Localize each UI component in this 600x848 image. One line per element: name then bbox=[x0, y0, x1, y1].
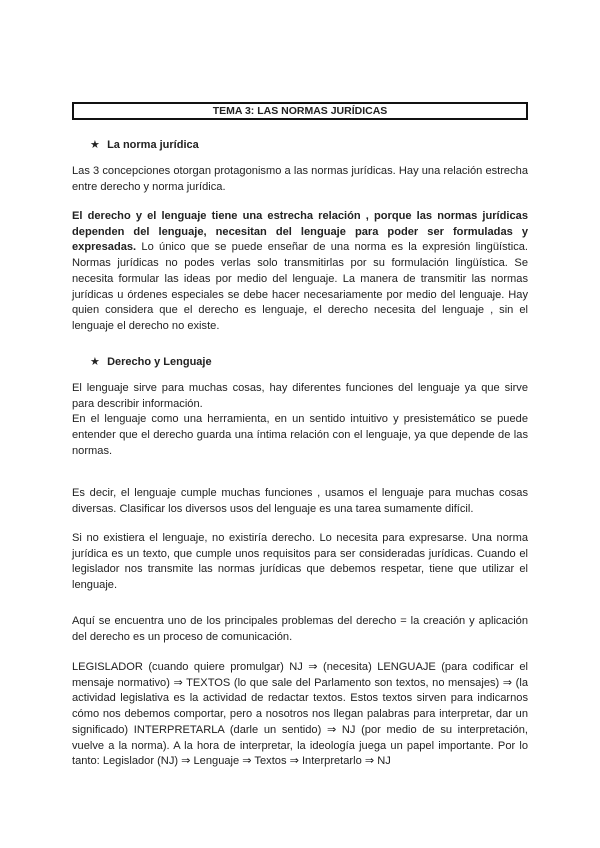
text-line bbox=[72, 240, 528, 256]
text-line: quien considera que el derecho es lenguaje, el derecho necesita del lenguaje , sin el bbox=[72, 304, 528, 317]
text-line: actividad legislativa es la actividad de redactar textos. Estos textos sirven para indicarnos bbox=[72, 692, 528, 705]
text-line: Si no existiera el lenguaje, no existiría derecho. Lo necesita para expresarse. Una norma bbox=[72, 532, 528, 544]
text-line: normas. bbox=[72, 444, 113, 457]
text-line: significado) INTERPRETARLA (darle un sentido) ⇒ NJ (por medio de su interpretación, bbox=[72, 723, 528, 736]
text-line: LEGISLADOR (cuando quiere promulgar) NJ ⇒ (necesita) LENGUAJE (para codificar el bbox=[72, 661, 528, 673]
paragraph-si-no-existiera bbox=[72, 531, 528, 594]
paragraph-derecho-lenguaje bbox=[72, 209, 528, 335]
text-line: lenguaje. bbox=[72, 579, 118, 592]
text-line: lenguaje el derecho no existe. bbox=[72, 319, 220, 332]
paragraph-legislador bbox=[72, 660, 528, 770]
section-heading-norma-juridica bbox=[90, 138, 199, 152]
paragraph-es-decir bbox=[72, 486, 528, 517]
text-line: jurídicas u órdenes especiales se debe hacer necesariamente por medio del lenguaje. Hay bbox=[72, 288, 528, 301]
paragraph-funciones-lenguaje bbox=[72, 381, 528, 460]
text-line: tanto: Legislador (NJ) ⇒ Lenguaje ⇒ Textos ⇒ Interpretarlo ⇒ NJ bbox=[72, 755, 391, 768]
text-line: Es decir, el lenguaje cumple muchas funciones , usamos el lenguaje para muchas cosas bbox=[72, 487, 528, 499]
paragraph-concepciones bbox=[72, 164, 528, 195]
paragraph-aqui-se-encuentra bbox=[72, 614, 528, 645]
bold-text: expresadas. bbox=[72, 241, 137, 254]
text-run: Lo único que se puede enseñar de una norma es la expresión lingüística. bbox=[136, 241, 528, 254]
text-line: entre derecho y norma jurídica. bbox=[72, 180, 226, 193]
text-line: jurídica es un texto, que cumple unos requisitos para ser consideradas jurídicas. Cuando el bbox=[72, 547, 528, 560]
text-line: cómo nos debemos comportar, pero a nosotros nos llegan palabras para interpretar, dar un bbox=[72, 708, 528, 721]
bold-text-line: dependen del lenguaje, necesitan del lenguaje para poder ser formuladas y bbox=[72, 225, 528, 238]
text-line: entender que el derecho guarda una íntima relación con el lenguaje, ya que depende de las bbox=[72, 429, 528, 442]
text-line: En el lenguaje como una herramienta, en un sentido intuitivo y presistemático se puede bbox=[72, 413, 528, 426]
section-heading-label: Derecho y Lenguaje bbox=[107, 356, 212, 368]
text-line: diversas. Clasificar los diversos usos del lenguaje es una tarea sumamente difícil. bbox=[72, 502, 474, 515]
section-heading-label: La norma jurídica bbox=[107, 139, 199, 151]
text-line: para describir información. bbox=[72, 397, 203, 410]
text-line: Las 3 concepciones otorgan protagonismo a las normas jurídicas. Hay una relación estrecha bbox=[72, 165, 528, 177]
text-line: El lenguaje sirve para muchas cosas, hay diferentes funciones del lenguaje ya que sirve bbox=[72, 382, 528, 394]
text-line: vuelve a la norma). A la hora de interpretar, la ideología juega un papel importante. Por lo bbox=[72, 739, 528, 752]
bold-text-line: El derecho y el lenguaje tiene una estrecha relación , porque las normas jurídicas bbox=[72, 210, 528, 222]
text-line: legislador nos transmite las normas jurídicas que debemos respetar, tiene que utilizar el bbox=[72, 563, 528, 576]
section-heading-derecho-y-lenguaje bbox=[90, 355, 212, 369]
text-line: mensaje normativo) ⇒ TEXTOS (lo que sale del Parlamento son textos, no mensajes) ⇒ (la bbox=[72, 676, 528, 689]
star-bullet-icon: ★ bbox=[90, 139, 100, 151]
text-line: Aquí se encuentra uno de los principales problemas del derecho = la creación y aplicación bbox=[72, 615, 528, 627]
text-line: necesita formular las ideas por medio del lenguaje. La manera de transmitir las normas bbox=[72, 272, 528, 285]
text-line: del derecho es un proceso de comunicación. bbox=[72, 630, 293, 643]
page-title: TEMA 3: LAS NORMAS JURÍDICAS bbox=[72, 102, 528, 120]
star-bullet-icon: ★ bbox=[90, 356, 100, 368]
text-line: Normas jurídicas no podes verlas solo transmitirlas por su formulación lingüística. Se bbox=[72, 257, 528, 270]
